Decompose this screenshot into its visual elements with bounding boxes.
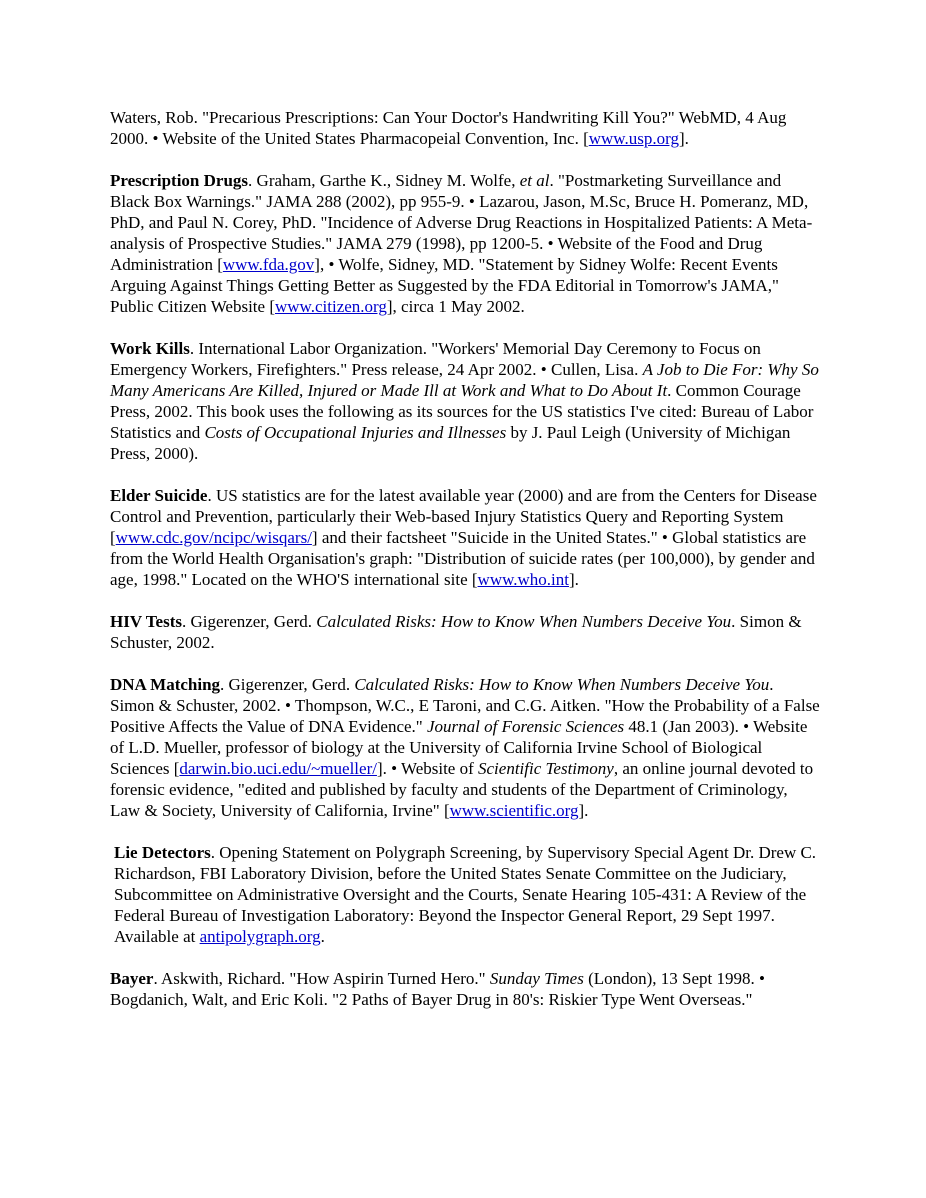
reference-link[interactable]: www.fda.gov	[222, 255, 315, 274]
citation-text: . US statistics are for the latest available year (2000) and are from the Centers for Disease Control and Prevention, particularly their Web-based Injury Statistics Query and Reporting System [	[110, 486, 817, 547]
citation-text: ], • Wolfe, Sidney, MD. "Statement by Sidney Wolfe: Recent Events Arguing Against Things Getting Better as Suggested by the FDA Editorial in Tomorrow's JAMA," Public Citizen Website [	[110, 255, 779, 316]
entry-usp	[110, 107, 822, 149]
citation-text: .	[320, 927, 325, 946]
italic-title: Calculated Risks: How to Know When Numbers Deceive You	[316, 612, 732, 631]
entry-dna-matching	[110, 674, 822, 821]
entry-prescription-drugs	[110, 170, 822, 317]
italic-title: Calculated Risks: How to Know When Numbers Deceive You	[354, 675, 770, 694]
citation-text: Waters, Rob. "Precarious Prescriptions: Can Your Doctor's Handwriting Kill You?" WebMD, 4 Aug 2000. • Website of the United States Pharmacopeial Convention, Inc. [	[110, 108, 787, 148]
citation-text: . Gigerenzer, Gerd.	[181, 612, 317, 631]
reference-link[interactable]: www.cdc.gov/ncipc/wisqars/	[115, 528, 312, 547]
italic-title: Sunday Times	[489, 969, 584, 988]
citation-text: . "Postmarketing Surveillance and Black Box Warnings." JAMA 288 (2002), pp 955-9. • Lazarou, Jason, M.Sc, Bruce H. Pomeranz, MD, PhD, and Paul N. Corey, PhD. "Incidence of Adverse Drug Reactions in Hospitalized Patients: A Meta-analysis of Prospective Studies." JAMA 279 (1998), pp 1200-5. • Website of the Food and Drug Administration [	[110, 171, 813, 274]
italic-title: Journal of Forensic Sciences	[426, 717, 625, 736]
entry-heading: Lie Detectors	[114, 843, 211, 862]
citation-text: (London), 13 Sept 1998. • Bogdanich, Walt, and Eric Koli. "2 Paths of Bayer Drug in 80's: Riskier Type Went Overseas."	[110, 969, 765, 1009]
reference-link[interactable]: www.who.int	[477, 570, 569, 589]
entry-heading: HIV Tests	[110, 612, 182, 631]
citation-text: . Common Courage Press, 2002. This book uses the following as its sources for the US statistics I've cited: Bureau of Labor Statistics and	[110, 381, 814, 442]
reference-link[interactable]: www.citizen.org	[275, 297, 387, 316]
entry-hiv-tests	[110, 611, 822, 653]
reference-link[interactable]: www.scientific.org	[449, 801, 579, 820]
citation-text: . Graham, Garthe K., Sidney M. Wolfe,	[248, 171, 520, 190]
citation-text: ] and their factsheet "Suicide in the United States." • Global statistics are from the World Health Organisation's graph: "Distribution of suicide rates (per 100,000), by gender and age, 1998." Located on the WHO'S international site [	[110, 528, 815, 589]
citation-text: ].	[678, 129, 689, 148]
reference-link[interactable]: www.usp.org	[588, 129, 679, 148]
entry-work-kills	[110, 338, 822, 464]
citation-text: . Opening Statement on Polygraph Screening, by Supervisory Special Agent Dr. Drew C. Richardson, FBI Laboratory Division, before the United States Senate Committee on the Judiciary, Subcommittee on Administrative Oversight and the Courts, Senate Hearing 105-431: A Review of the Federal Bureau of Investigation Laboratory: Beyond the Inspector General Report, 29 Sept 1997. Available at	[114, 843, 817, 946]
entry-heading: Work Kills	[110, 339, 190, 358]
citation-text: ], circa 1 May 2002.	[386, 297, 525, 316]
entry-lie-detectors	[110, 842, 822, 947]
citation-text: ].	[578, 801, 589, 820]
citation-text: , an online journal devoted to forensic evidence, "edited and published by faculty and students of the Department of Criminology, Law & Society, University of California, Irvine" [	[110, 759, 814, 820]
citation-text: ].	[569, 570, 579, 589]
citation-text: . Simon & Schuster, 2002. • Thompson, W.C., E Taroni, and C.G. Aitken. "How the Probability of a False Positive Affects the Value of DNA Evidence."	[110, 675, 820, 736]
entry-heading: DNA Matching	[110, 675, 221, 694]
entry-elder-suicide	[110, 485, 822, 590]
entry-bayer	[110, 968, 822, 1010]
citation-text: . Gigerenzer, Gerd.	[220, 675, 355, 694]
entry-heading: Prescription Drugs	[110, 171, 249, 190]
italic-title: et al	[519, 171, 550, 190]
citation-text: 48.1 (Jan 2003). • Website of L.D. Mueller, professor of biology at the University of California Irvine School of Biological Sciences [	[110, 717, 808, 778]
citation-text: . Askwith, Richard. "How Aspirin Turned Hero."	[153, 969, 490, 988]
reference-link[interactable]: antipolygraph.org	[199, 927, 321, 946]
bibliography-page	[110, 107, 822, 1010]
citation-text: . Simon & Schuster, 2002.	[110, 612, 802, 652]
italic-title: Scientific Testimony	[478, 759, 614, 778]
italic-title: Costs of Occupational Injuries and Illnesses	[204, 423, 507, 442]
citation-text: by J. Paul Leigh (University of Michigan Press, 2000).	[110, 423, 791, 463]
citation-text: ]. • Website of	[376, 759, 479, 778]
entry-heading: Elder Suicide	[110, 486, 208, 505]
citation-text: . International Labor Organization. "Workers' Memorial Day Ceremony to Focus on Emergency Workers, Firefighters." Press release, 24 Apr 2002. • Cullen, Lisa.	[110, 339, 761, 379]
entry-heading: Bayer	[110, 969, 154, 988]
italic-title: A Job to Die For: Why So Many Americans Are Killed, Injured or Made Ill at Work and What to Do About It	[110, 360, 819, 400]
reference-link[interactable]: darwin.bio.uci.edu/~mueller/	[179, 759, 377, 778]
